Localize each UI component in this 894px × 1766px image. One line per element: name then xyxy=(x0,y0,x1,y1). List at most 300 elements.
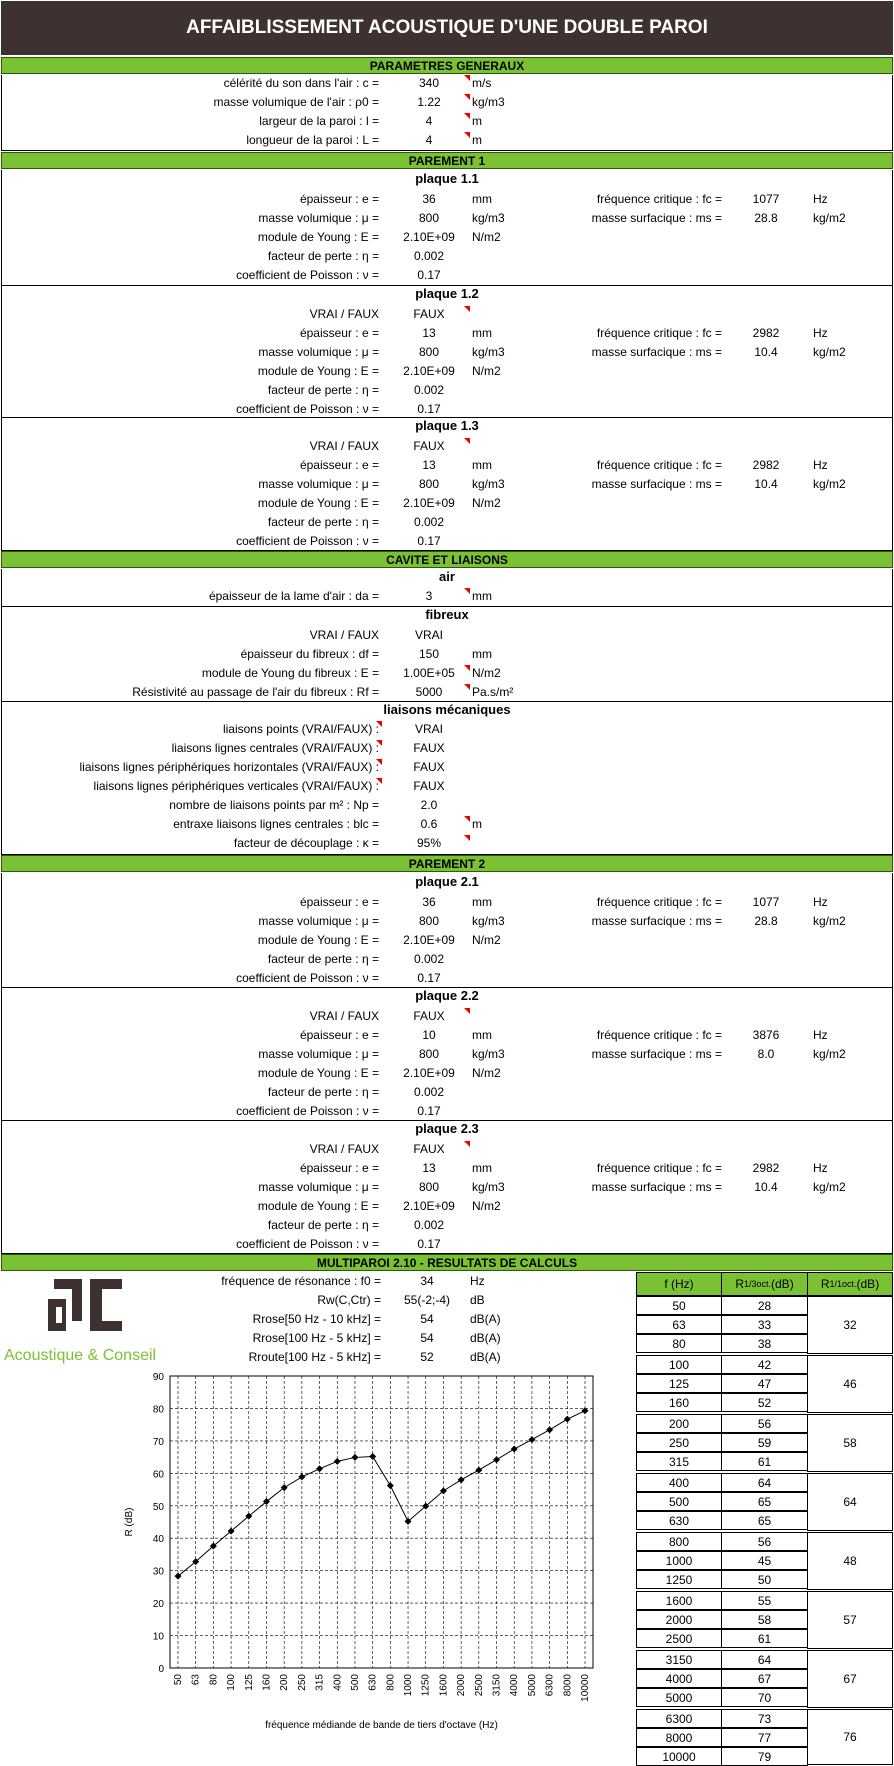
liaisons-row-value[interactable]: 2.0 xyxy=(420,798,438,812)
plate-thickness-row-value[interactable]: 36 xyxy=(422,192,436,206)
section-bar-general: PARAMETRES GENERAUX xyxy=(1,57,893,74)
plate-density-row-value[interactable]: 800 xyxy=(418,914,440,928)
result-label: Rw(C,Ctr) = xyxy=(317,1293,381,1307)
fibreux-row-value[interactable]: 150 xyxy=(418,647,440,661)
table-cell-r13: 64 xyxy=(721,1473,808,1492)
plate-young-row-value[interactable]: 2.10E+09 xyxy=(403,1199,455,1213)
plate-thickness-row-unit2: Hz xyxy=(813,1161,828,1175)
plate-young-row-value[interactable]: 2.10E+09 xyxy=(403,230,455,244)
plate-young-row-unit: N/m2 xyxy=(472,496,501,510)
table-cell-r13: 56 xyxy=(721,1532,808,1551)
plate-flag-row xyxy=(2,1140,892,1159)
plate-density-row-label: masse volumique : μ = xyxy=(258,1047,379,1061)
fibreux-flag-row-value[interactable]: VRAI xyxy=(414,628,443,642)
plate-flag-row-comment-marker-icon xyxy=(464,1008,470,1014)
plate-thickness-row-label: épaisseur : e = xyxy=(299,326,379,340)
chart-ytick-label: 60 xyxy=(152,1469,164,1481)
general-row-label: masse volumique de l'air : ρ0 = xyxy=(213,95,379,109)
plate-thickness-row-value2: 2982 xyxy=(752,1161,780,1175)
plate-loss-row-label: facteur de perte : η = xyxy=(267,383,379,397)
plate-young-row xyxy=(2,494,892,513)
plate-loss-row-value[interactable]: 0.002 xyxy=(413,952,445,966)
plate-thickness-row-unit: mm xyxy=(472,1161,492,1175)
plate-young-row-label: module de Young : E = xyxy=(257,364,379,378)
plate-thickness-row-label2: fréquence critique : fc = xyxy=(596,1028,722,1042)
plate-flag-row-label: VRAI / FAUX xyxy=(309,307,379,321)
plate-density-row-value[interactable]: 800 xyxy=(418,211,440,225)
plate-thickness-row-value2: 3876 xyxy=(752,1028,780,1042)
table-cell-freq: 1000 xyxy=(636,1551,722,1570)
liaisons-row xyxy=(2,758,892,777)
table-cell-r13: 67 xyxy=(721,1669,808,1688)
table-cell-freq: 1600 xyxy=(636,1591,722,1610)
plate-thickness-row xyxy=(2,1026,892,1045)
general-row-value[interactable]: 340 xyxy=(418,76,440,90)
fibreux-row xyxy=(2,645,892,664)
chart-xtick-label: 100 xyxy=(226,1674,238,1691)
plate-density-row-value2: 10.4 xyxy=(754,477,778,491)
plate-loss-row-value[interactable]: 0.002 xyxy=(413,1218,445,1232)
table-cell-r13: 59 xyxy=(721,1433,808,1452)
plate-young-row-value[interactable]: 2.10E+09 xyxy=(403,1066,455,1080)
chart-xtick-label: 200 xyxy=(279,1674,291,1691)
plate-thickness-row xyxy=(2,324,892,343)
plate-young-row-label: module de Young : E = xyxy=(257,230,379,244)
plate-poisson-row-label: coefficient de Poisson : ν = xyxy=(236,268,379,282)
plate-poisson-row-value[interactable]: 0.17 xyxy=(417,268,441,282)
fibreux-title: fibreux xyxy=(425,607,469,622)
plate-thickness-row-value2: 2982 xyxy=(752,326,780,340)
plate-poisson-row-value[interactable]: 0.17 xyxy=(417,1237,441,1251)
fibreux-row xyxy=(2,683,892,702)
fibreux-row-unit: N/m2 xyxy=(472,666,501,680)
liaisons-row-value[interactable]: FAUX xyxy=(413,741,445,755)
chart-point xyxy=(458,1476,465,1483)
plate-thickness-row-unit: mm xyxy=(472,326,492,340)
plate-poisson-row-label: coefficient de Poisson : ν = xyxy=(236,402,379,416)
plate-flag-row-comment-marker-icon xyxy=(464,1141,470,1147)
plate-thickness-row xyxy=(2,456,892,475)
chart-xtick-label: 160 xyxy=(261,1674,273,1691)
general-row xyxy=(2,131,892,150)
result-label: Rrose[100 Hz - 5 kHz] = xyxy=(252,1331,381,1345)
table-cell-r13: 55 xyxy=(721,1591,808,1610)
plate-density-row-unit2: kg/m2 xyxy=(813,211,846,225)
liaisons-row-value[interactable]: FAUX xyxy=(413,779,445,793)
result-unit: dB xyxy=(470,1293,485,1307)
plate-loss-row-value[interactable]: 0.002 xyxy=(413,1085,445,1099)
liaisons-row-comment-marker-icon xyxy=(464,816,470,822)
plate-flag-row-value[interactable]: FAUX xyxy=(413,307,445,321)
table-cell-r13: 58 xyxy=(721,1610,808,1629)
liaisons-row xyxy=(2,720,892,739)
chart-point xyxy=(564,1416,571,1423)
chart-xlabel: fréquence médiande de bande de tiers d'octave (Hz) xyxy=(265,1720,498,1731)
table-cell-r11: 46 xyxy=(807,1355,893,1413)
chart-xtick-label: 80 xyxy=(208,1674,220,1686)
plate-density-row xyxy=(2,912,892,931)
plate-flag-row-value[interactable]: FAUX xyxy=(413,1142,445,1156)
table-cell-r11: 32 xyxy=(807,1296,893,1354)
plate-density-row-label2: masse surfacique : ms = xyxy=(591,1047,722,1061)
table-cell-r11: 57 xyxy=(807,1591,893,1649)
general-row-value[interactable]: 4 xyxy=(425,114,433,128)
plate-density-row-value[interactable]: 800 xyxy=(418,345,440,359)
table-cell-r13: 47 xyxy=(721,1374,808,1393)
plate-loss-row-value[interactable]: 0.002 xyxy=(413,249,445,263)
liaisons-title: liaisons mécaniques xyxy=(383,702,511,717)
plate-thickness-row-label2: fréquence critique : fc = xyxy=(596,458,722,472)
plate-density-row-label: masse volumique : μ = xyxy=(258,914,379,928)
chart-ytick-label: 20 xyxy=(152,1599,164,1611)
table-cell-r13: 61 xyxy=(721,1452,808,1471)
table-cell-freq: 1250 xyxy=(636,1570,722,1589)
liaison-comment-marker-icon xyxy=(376,740,382,746)
plate-young-row-unit: N/m2 xyxy=(472,933,501,947)
chart-point xyxy=(493,1456,500,1463)
plate-density-row-unit: kg/m3 xyxy=(472,345,505,359)
liaisons-row xyxy=(2,739,892,758)
chart-ytick-label: 80 xyxy=(152,1404,164,1416)
chart-point xyxy=(369,1453,376,1460)
table-cell-freq: 8000 xyxy=(636,1728,722,1747)
plate-2-1-box xyxy=(1,873,893,988)
fibreux-row-value[interactable]: 5000 xyxy=(415,685,443,699)
general-row-comment-marker-icon xyxy=(464,132,470,138)
general-row-comment-marker-icon xyxy=(464,94,470,100)
table-cell-freq: 3150 xyxy=(636,1650,722,1669)
result-label: fréquence de résonance : f0 = xyxy=(221,1274,381,1288)
plate-loss-row xyxy=(2,1216,892,1235)
plate-loss-row-label: facteur de perte : η = xyxy=(267,1085,379,1099)
fibreux-row-unit: Pa.s/m² xyxy=(472,685,514,699)
liaison-comment-marker-icon xyxy=(376,778,382,784)
plate-young-row xyxy=(2,1197,892,1216)
chart-xtick-label: 8000 xyxy=(562,1674,574,1697)
liaisons-row-comment-marker-icon xyxy=(464,835,470,841)
liaisons-row-label: liaisons lignes périphériques verticales (VRAI/FAUX) : xyxy=(93,779,379,793)
general-row-comment-marker-icon xyxy=(464,75,470,81)
plate-density-row-unit2: kg/m2 xyxy=(813,345,846,359)
plate-density-row-unit: kg/m3 xyxy=(472,914,505,928)
plate-density-row-label: masse volumique : μ = xyxy=(258,211,379,225)
plate-thickness-row-unit2: Hz xyxy=(813,895,828,909)
table-cell-freq: 50 xyxy=(636,1296,722,1315)
plate-poisson-row-value[interactable]: 0.17 xyxy=(417,971,441,985)
plate-flag-row xyxy=(2,437,892,456)
plate-young-row xyxy=(2,931,892,950)
plate-flag-row-value[interactable]: FAUX xyxy=(413,1009,445,1023)
table-cell-r11: 48 xyxy=(807,1532,893,1590)
plate-poisson-row xyxy=(2,266,892,285)
table-cell-r13: 65 xyxy=(721,1492,808,1511)
plate-loss-row-label: facteur de perte : η = xyxy=(267,952,379,966)
chart-xtick-label: 2500 xyxy=(473,1674,485,1697)
chart-xtick-label: 2000 xyxy=(456,1674,468,1697)
table-cell-r11: 76 xyxy=(807,1709,893,1765)
plate-young-row-value[interactable]: 2.10E+09 xyxy=(403,496,455,510)
chart-point xyxy=(334,1458,341,1465)
liaisons-row-label: entraxe liaisons lignes centrales : blc = xyxy=(173,817,379,831)
chart-ytick-label: 90 xyxy=(152,1372,164,1383)
plate-title: plaque 2.1 xyxy=(415,874,479,889)
plate-loss-row xyxy=(2,513,892,532)
plate-density-row-unit2: kg/m2 xyxy=(813,914,846,928)
plate-density-row-unit2: kg/m2 xyxy=(813,1047,846,1061)
plate-density-row-value2: 28.8 xyxy=(754,914,778,928)
plate-loss-row-value[interactable]: 0.002 xyxy=(413,515,445,529)
liaisons-row-value[interactable]: 0.6 xyxy=(420,817,438,831)
plate-density-row-value2: 10.4 xyxy=(754,1180,778,1194)
plate-thickness-row-label2: fréquence critique : fc = xyxy=(596,192,722,206)
plate-young-row-value[interactable]: 2.10E+09 xyxy=(403,364,455,378)
result-unit: dB(A) xyxy=(470,1331,501,1345)
fibreux-row-label: Résistivité au passage de l'air du fibreux : Rf = xyxy=(132,685,379,699)
plate-2-3-box xyxy=(1,1121,893,1254)
plate-thickness-row xyxy=(2,893,892,912)
result-unit: Hz xyxy=(470,1274,485,1288)
plate-flag-row xyxy=(2,305,892,324)
plate-poisson-row-label: coefficient de Poisson : ν = xyxy=(236,534,379,548)
fibreux-row-label: épaisseur du fibreux : df = xyxy=(240,647,379,661)
plate-density-row-value[interactable]: 800 xyxy=(418,1180,440,1194)
table-cell-freq: 5000 xyxy=(636,1688,722,1707)
plate-thickness-row-unit: mm xyxy=(472,1028,492,1042)
plate-thickness-row-label2: fréquence critique : fc = xyxy=(596,1161,722,1175)
general-row xyxy=(2,74,892,93)
section-bar-parement1: PAREMENT 1 xyxy=(1,152,893,169)
table-cell-r11: 67 xyxy=(807,1650,893,1708)
chart-point xyxy=(546,1426,553,1433)
plate-thickness-row-unit2: Hz xyxy=(813,1028,828,1042)
plate-thickness-row-value2: 1077 xyxy=(752,192,780,206)
air-title: air xyxy=(439,569,455,584)
result-unit: dB(A) xyxy=(470,1350,501,1364)
plate-loss-row xyxy=(2,950,892,969)
plate-thickness-row-unit: mm xyxy=(472,192,492,206)
plate-poisson-row-label: coefficient de Poisson : ν = xyxy=(236,1104,379,1118)
liaisons-row-unit: m xyxy=(472,817,482,831)
plate-density-row-value[interactable]: 800 xyxy=(418,477,440,491)
plate-young-row-label: module de Young : E = xyxy=(257,1199,379,1213)
plate-density-row xyxy=(2,343,892,362)
table-cell-freq: 125 xyxy=(636,1374,722,1393)
chart-point xyxy=(316,1465,323,1472)
plate-density-row xyxy=(2,1045,892,1064)
general-row-value[interactable]: 4 xyxy=(425,133,433,147)
chart-ytick-label: 10 xyxy=(152,1631,164,1643)
result-value: 54 xyxy=(420,1312,434,1326)
table-cell-freq: 2500 xyxy=(636,1629,722,1648)
general-row-comment-marker-icon xyxy=(464,113,470,119)
plate-poisson-row-value[interactable]: 0.17 xyxy=(417,534,441,548)
plate-poisson-row-label: coefficient de Poisson : ν = xyxy=(236,1237,379,1251)
liaisons-row-label: liaisons lignes centrales (VRAI/FAUX) : xyxy=(171,741,379,755)
fibreux-row-comment-marker-icon xyxy=(464,665,470,671)
plate-poisson-row-label: coefficient de Poisson : ν = xyxy=(236,971,379,985)
plate-1-1-box xyxy=(1,170,893,286)
plate-density-row-value[interactable]: 800 xyxy=(418,1047,440,1061)
chart-point xyxy=(528,1436,535,1443)
chart-xtick-label: 5000 xyxy=(526,1674,538,1697)
plate-density-row-value2: 8.0 xyxy=(757,1047,775,1061)
plate-density-row-label2: masse surfacique : ms = xyxy=(591,477,722,491)
table-cell-r13: 64 xyxy=(721,1650,808,1669)
table-cell-r11: 58 xyxy=(807,1414,893,1472)
general-row-unit: m/s xyxy=(472,76,492,90)
air-box xyxy=(1,569,893,607)
table-cell-r13: 28 xyxy=(721,1296,808,1315)
liaisons-row-label: liaisons lignes périphériques horizontales (VRAI/FAUX) : xyxy=(79,760,379,774)
plate-thickness-row-value[interactable]: 13 xyxy=(422,326,436,340)
table-cell-r13: 50 xyxy=(721,1570,808,1589)
chart-ytick-label: 50 xyxy=(152,1501,164,1513)
plate-flag-row-label: VRAI / FAUX xyxy=(309,1009,379,1023)
chart-point xyxy=(475,1467,482,1474)
result-label: Rrose[50 Hz - 10 kHz] = xyxy=(252,1312,381,1326)
plate-poisson-row xyxy=(2,1235,892,1254)
chart-xtick-label: 10000 xyxy=(580,1674,591,1702)
table-cell-freq: 200 xyxy=(636,1414,722,1433)
plate-density-row-label2: masse surfacique : ms = xyxy=(591,345,722,359)
fibreux-row-value[interactable]: 1.00E+05 xyxy=(403,666,455,680)
fibreux-row xyxy=(2,664,892,683)
table-cell-freq: 500 xyxy=(636,1492,722,1511)
table-cell-r13: 73 xyxy=(721,1709,808,1728)
plate-thickness-row-label2: fréquence critique : fc = xyxy=(596,895,722,909)
result-value: 54 xyxy=(420,1331,434,1345)
plate-young-row-unit: N/m2 xyxy=(472,364,501,378)
plate-thickness-row-value[interactable]: 13 xyxy=(422,1161,436,1175)
table-cell-freq: 10000 xyxy=(636,1747,722,1766)
plate-flag-row-label: VRAI / FAUX xyxy=(309,439,379,453)
result-value: 34 xyxy=(420,1274,434,1288)
chart-ytick-label: 0 xyxy=(158,1664,164,1675)
plate-thickness-row-label: épaisseur : e = xyxy=(299,1161,379,1175)
plate-thickness-row-value[interactable]: 36 xyxy=(422,895,436,909)
chart-xtick-label: 400 xyxy=(332,1674,344,1691)
chart-xtick-label: 250 xyxy=(296,1674,308,1691)
plate-poisson-row-value[interactable]: 0.17 xyxy=(417,1104,441,1118)
section-bar-parement2: PAREMENT 2 xyxy=(1,855,893,872)
plate-density-row-unit2: kg/m2 xyxy=(813,477,846,491)
plate-title: plaque 1.2 xyxy=(415,286,479,301)
plate-thickness-row-unit2: Hz xyxy=(813,458,828,472)
plate-poisson-row-value[interactable]: 0.17 xyxy=(417,402,441,416)
plate-loss-row-label: facteur de perte : η = xyxy=(267,515,379,529)
chart-xtick-label: 63 xyxy=(190,1674,202,1686)
plate-title: plaque 1.3 xyxy=(415,418,479,433)
plate-flag-row-comment-marker-icon xyxy=(464,306,470,312)
chart xyxy=(120,1368,600,1738)
plate-title: plaque 2.3 xyxy=(415,1121,479,1136)
result-value: 55(-2;-4) xyxy=(403,1293,450,1307)
plate-young-row-unit: N/m2 xyxy=(472,230,501,244)
plate-flag-row xyxy=(2,1007,892,1026)
liaisons-row-value[interactable]: VRAI xyxy=(414,722,443,736)
plate-young-row xyxy=(2,228,892,247)
table-cell-r13: 52 xyxy=(721,1393,808,1412)
fibreux-row-label: module de Young du fibreux : E = xyxy=(201,666,379,680)
table-cell-freq: 315 xyxy=(636,1452,722,1471)
chart-point xyxy=(298,1473,305,1480)
plate-loss-row xyxy=(2,247,892,266)
plate-density-row xyxy=(2,209,892,228)
plate-thickness-row-value[interactable]: 10 xyxy=(422,1028,436,1042)
liaisons-row-value[interactable]: FAUX xyxy=(413,760,445,774)
table-cell-freq: 400 xyxy=(636,1473,722,1492)
fibreux-box xyxy=(1,607,893,702)
table-cell-r13: 65 xyxy=(721,1511,808,1530)
plate-young-row-unit: N/m2 xyxy=(472,1066,501,1080)
table-header: R 1/3oct. (dB) xyxy=(721,1272,808,1296)
liaisons-row-label: liaisons points (VRAI/FAUX) : xyxy=(222,722,379,736)
air-row-value[interactable]: 3 xyxy=(425,589,433,603)
table-cell-freq: 63 xyxy=(636,1315,722,1334)
general-row-unit: kg/m3 xyxy=(472,95,505,109)
general-row-label: longueur de la paroi : L = xyxy=(246,133,379,147)
general-row-value[interactable]: 1.22 xyxy=(417,95,441,109)
table-cell-freq: 4000 xyxy=(636,1669,722,1688)
plate-thickness-row xyxy=(2,190,892,209)
chart-xtick-label: 800 xyxy=(385,1674,397,1691)
chart-xtick-label: 1600 xyxy=(438,1674,450,1697)
general-row xyxy=(2,112,892,131)
chart-point xyxy=(511,1446,518,1453)
plate-thickness-row-value2: 1077 xyxy=(752,895,780,909)
table-cell-freq: 630 xyxy=(636,1511,722,1530)
chart-series-line xyxy=(178,1411,585,1576)
table-cell-freq: 250 xyxy=(636,1433,722,1452)
plate-flag-row-comment-marker-icon xyxy=(464,438,470,444)
plate-density-row xyxy=(2,1178,892,1197)
section-bar-cavite: CAVITE ET LIAISONS xyxy=(1,551,893,568)
table-cell-r13: 33 xyxy=(721,1315,808,1334)
table-header: f (Hz) xyxy=(636,1272,722,1296)
logo-text: Acoustique & Conseil xyxy=(4,1347,157,1364)
logo-icon xyxy=(46,1275,146,1337)
plate-density-row-label2: masse surfacique : ms = xyxy=(591,211,722,225)
plate-young-row-value[interactable]: 2.10E+09 xyxy=(403,933,455,947)
fibreux-flag-row-label: VRAI / FAUX xyxy=(309,628,379,642)
plate-title: plaque 2.2 xyxy=(415,988,479,1003)
table-cell-r13: 77 xyxy=(721,1728,808,1747)
fibreux-row-comment-marker-icon xyxy=(464,684,470,690)
chart-xtick-label: 50 xyxy=(173,1674,184,1686)
table-cell-freq: 2000 xyxy=(636,1610,722,1629)
plate-thickness-row xyxy=(2,1159,892,1178)
chart-xtick-label: 315 xyxy=(314,1674,326,1691)
chart-xtick-label: 125 xyxy=(243,1674,255,1691)
plate-thickness-row-label: épaisseur : e = xyxy=(299,895,379,909)
plate-flag-row-label: VRAI / FAUX xyxy=(309,1142,379,1156)
table-cell-freq: 100 xyxy=(636,1355,722,1374)
plate-density-row-value2: 28.8 xyxy=(754,211,778,225)
page-title: AFFAIBLISSEMENT ACOUSTIQUE D'UNE DOUBLE PAROI xyxy=(1,1,893,55)
plate-loss-row-value[interactable]: 0.002 xyxy=(413,383,445,397)
general-row-unit: m xyxy=(472,114,482,128)
plate-thickness-row-unit2: Hz xyxy=(813,326,828,340)
air-row xyxy=(2,587,892,606)
plate-2-2-box xyxy=(1,988,893,1121)
plate-young-row-label: module de Young : E = xyxy=(257,1066,379,1080)
section-bar-results: MULTIPAROI 2.10 - RESULTATS DE CALCULS xyxy=(1,1254,893,1271)
plate-density-row-label: masse volumique : μ = xyxy=(258,477,379,491)
plate-thickness-row-value[interactable]: 13 xyxy=(422,458,436,472)
plate-flag-row-value[interactable]: FAUX xyxy=(413,439,445,453)
liaisons-row-label: nombre de liaisons points par m² : Np = xyxy=(169,798,379,812)
liaisons-row-value[interactable]: 95% xyxy=(416,836,442,850)
